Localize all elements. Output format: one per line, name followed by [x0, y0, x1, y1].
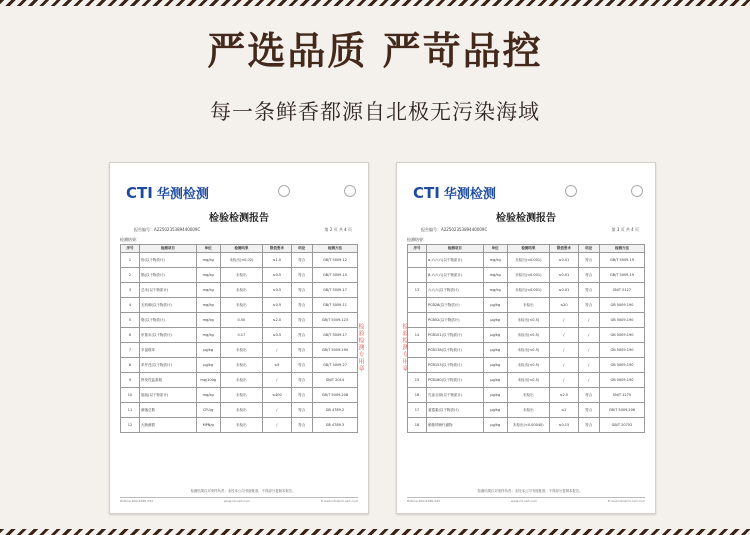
table-cell: GB 5009.190 — [599, 313, 644, 328]
table-cell: 符合 — [578, 418, 599, 433]
table-cell: 未检出 — [220, 388, 263, 403]
table-cell: mg/kg — [483, 283, 507, 298]
table-cell: GB/T 5009.27 — [312, 358, 357, 373]
table-cell: 符合 — [578, 298, 599, 313]
results-table — [120, 244, 358, 433]
brand-logo — [413, 183, 496, 202]
table-cell: GB/T 5009.19 — [599, 253, 644, 268]
table-cell: GB 5009.190 — [599, 343, 644, 358]
report-footer-note: 检测结果仅对来样负责；未经本公司书面批准，不得部分复制本报告。 — [190, 488, 296, 493]
table-row — [121, 268, 358, 283]
table-cell: GB/T 5009.123 — [312, 313, 357, 328]
footer-website: www.cti-cert.com — [223, 499, 250, 503]
table-cell: 7 — [121, 343, 140, 358]
table-cell: ≤0.5 — [263, 268, 291, 283]
table-cell: / — [263, 418, 291, 433]
table-cell: mg/kg — [196, 328, 220, 343]
table-cell — [408, 298, 427, 313]
table-cell: ≤0.01 — [550, 253, 578, 268]
column-header: 序号 — [121, 245, 140, 253]
table-cell: 未检出 — [507, 388, 550, 403]
table-cell: 未检出 — [220, 298, 263, 313]
table-cell: 0.17 — [220, 328, 263, 343]
table-row — [408, 313, 645, 328]
table-cell: / — [578, 328, 599, 343]
table-cell: 未检出 — [220, 283, 263, 298]
table-cell: 未检出 — [220, 358, 263, 373]
table-cell: ≤0.5 — [263, 328, 291, 343]
table-row — [408, 268, 645, 283]
table-cell: 未检出(<0.001) — [507, 268, 550, 283]
table-cell: 15 — [408, 373, 427, 388]
watermark-seal-icon — [565, 185, 577, 197]
table-cell: 9 — [121, 373, 140, 388]
table-cell: 1 — [121, 253, 140, 268]
table-cell: / — [578, 373, 599, 388]
table-cell: 未检出 — [220, 373, 263, 388]
table-cell: 总汞(以干物质计) — [139, 283, 196, 298]
table-row — [408, 283, 645, 298]
column-header: 检测方法 — [599, 245, 644, 253]
table-cell: GB/T 20752 — [599, 418, 644, 433]
table-cell: GB/T 5009.17 — [312, 283, 357, 298]
footer-hotline: Hotline 400-6788-333 — [407, 499, 440, 503]
table-cell: 六六六(以干物质计) — [426, 283, 483, 298]
table-cell: 符合 — [291, 268, 312, 283]
table-cell: μg/kg — [483, 343, 507, 358]
table-cell: 11 — [121, 403, 140, 418]
table-row — [408, 388, 645, 403]
report-meta — [421, 227, 639, 233]
column-header: 检测项目 — [426, 245, 483, 253]
column-header: 检测方法 — [312, 245, 357, 253]
table-cell: 符合 — [291, 418, 312, 433]
table-row — [121, 358, 358, 373]
table-cell: μg/kg — [483, 298, 507, 313]
table-cell: 铬(以干物质计) — [139, 313, 196, 328]
column-header: 限值要求 — [263, 245, 291, 253]
table-cell — [408, 358, 427, 373]
table-cell: μg/kg — [196, 358, 220, 373]
table-cell: 6 — [121, 328, 140, 343]
table-cell — [408, 253, 427, 268]
table-cell: GB/T 5009.15 — [312, 268, 357, 283]
table-cell: 符合 — [578, 283, 599, 298]
table-cell: 符合 — [291, 358, 312, 373]
table-row — [121, 343, 358, 358]
table-cell: 5 — [121, 313, 140, 328]
report-title: 检验检测报告 — [496, 213, 556, 224]
table-cell: / — [550, 343, 578, 358]
table-cell: GB/T 5009.17 — [312, 328, 357, 343]
report-footer-contacts — [407, 497, 645, 503]
table-cell — [408, 343, 427, 358]
report-meta — [134, 227, 352, 233]
report-footer-contacts — [120, 497, 358, 503]
table-row — [408, 328, 645, 343]
table-cell: GB/T 5009.206 — [599, 403, 644, 418]
table-cell: 未检出 — [220, 343, 263, 358]
table-cell: GB/T 5009.190 — [312, 343, 357, 358]
footer-website: www.cti-cert.com — [510, 499, 537, 503]
table-cell: / — [263, 343, 291, 358]
table-cell: ≤0.15 — [550, 418, 578, 433]
table-row — [408, 298, 645, 313]
table-cell: 未检出(<0.5) — [507, 313, 550, 328]
top-decorative-stripe — [0, 0, 750, 6]
table-header-row — [121, 245, 358, 253]
table-cell: mg/kg — [196, 283, 220, 298]
table-cell: 符合 — [291, 253, 312, 268]
table-row — [121, 298, 358, 313]
table-cell: 18 — [408, 418, 427, 433]
table-cell: / — [550, 373, 578, 388]
table-cell: 孔雀石绿(以干物质计) — [426, 388, 483, 403]
table-cell: 菌落总数 — [139, 403, 196, 418]
side-stamp: 检验检测专用章 — [357, 323, 364, 372]
table-cell: 未检出(<0.5) — [507, 328, 550, 343]
table-cell: ≤5 — [263, 358, 291, 373]
report-title: 检验检测报告 — [209, 213, 269, 224]
table-cell: 符合 — [578, 268, 599, 283]
footer-email: E-mail info@cti-cert.com — [321, 499, 358, 503]
table-cell: 符合 — [291, 313, 312, 328]
table-cell: 13 — [408, 283, 427, 298]
table-cell: ≤0.5 — [263, 298, 291, 313]
table-cell: 12 — [121, 418, 140, 433]
table-cell: SN/T 0127 — [599, 283, 644, 298]
footer-hotline: Hotline 400-6788-333 — [120, 499, 153, 503]
watermark-seal-icon — [278, 185, 290, 197]
table-cell: 未检出 — [507, 298, 550, 313]
table-cell: PCB52(以干物质计) — [426, 313, 483, 328]
table-cell: GB/T 5009.12 — [312, 253, 357, 268]
table-cell: 未检出(<0.5) — [507, 373, 550, 388]
table-cell: 大肠菌群 — [139, 418, 196, 433]
table-cell: 16 — [408, 388, 427, 403]
bottom-decorative-stripe — [0, 529, 750, 535]
brand-cn: 华测检测 — [156, 187, 209, 202]
table-cell: 0.50 — [220, 313, 263, 328]
table-row — [121, 418, 358, 433]
table-cell: GB 5009.190 — [599, 373, 644, 388]
column-header: 结论 — [578, 245, 599, 253]
table-cell: μg/kg — [483, 373, 507, 388]
table-cell: 苯并芘(以干物质计) — [139, 358, 196, 373]
column-header: 检测结果 — [507, 245, 550, 253]
table-cell: 符合 — [578, 403, 599, 418]
table-cell: GB/T 5009.11 — [312, 298, 357, 313]
table-cell: 符合 — [291, 373, 312, 388]
column-header: 检测项目 — [139, 245, 196, 253]
column-header: 限值要求 — [550, 245, 578, 253]
table-cell: 未检出 — [220, 403, 263, 418]
table-cell: PCB180(以干物质计) — [426, 373, 483, 388]
table-row — [121, 283, 358, 298]
table-cell: 符合 — [291, 388, 312, 403]
table-cell: / — [578, 343, 599, 358]
table-cell: 符合 — [291, 283, 312, 298]
table-cell: 镉(以干物质计) — [139, 268, 196, 283]
section-label: 检测结果： — [120, 237, 140, 242]
table-cell: 组胺(以干物质计) — [139, 388, 196, 403]
table-cell: / — [578, 358, 599, 373]
table-cell: / — [263, 403, 291, 418]
table-cell: ≤2.5 — [550, 388, 578, 403]
table-cell: 10 — [121, 388, 140, 403]
table-row — [408, 253, 645, 268]
test-report-card-1 — [109, 162, 369, 514]
table-cell: 符合 — [578, 253, 599, 268]
table-cell: μg/kg — [196, 343, 220, 358]
table-cell: SN/T 1275 — [599, 388, 644, 403]
column-header: 序号 — [408, 245, 427, 253]
table-row — [121, 388, 358, 403]
report-page: 第 2 页 共 4 页 — [324, 227, 352, 232]
table-cell: ≤2.0 — [263, 313, 291, 328]
report-page: 第 3 页 共 4 页 — [611, 227, 639, 232]
table-cell: PCB28(以干物质计) — [426, 298, 483, 313]
table-cell: mg/100g — [196, 373, 220, 388]
table-cell: ≤0.01 — [550, 268, 578, 283]
table-cell: SN/T 2014 — [312, 373, 357, 388]
column-header: 单位 — [483, 245, 507, 253]
table-cell: μg/kg — [483, 358, 507, 373]
report-number: 报告编号：A2250235389440009C — [421, 227, 488, 232]
brand-latin: CTI — [126, 183, 153, 202]
table-cell: ≤0.5 — [263, 283, 291, 298]
page-subline: 每一条鲜香都源自北极无污染海域 — [210, 100, 540, 124]
table-row — [408, 343, 645, 358]
table-row — [408, 418, 645, 433]
table-cell: mg/kg — [196, 253, 220, 268]
table-cell: 多氯联苯 — [139, 343, 196, 358]
table-cell: / — [263, 373, 291, 388]
table-cell — [408, 268, 427, 283]
table-cell: 氯霉素(以干物质计) — [426, 403, 483, 418]
table-cell: PCB101(以干物质计) — [426, 328, 483, 343]
table-cell: 8 — [121, 358, 140, 373]
table-cell: 未检出(<0.5) — [507, 343, 550, 358]
brand-latin: CTI — [413, 183, 440, 202]
report-number: 报告编号：A2250235389440009C — [134, 227, 201, 232]
table-cell: 未检出(<0.02) — [220, 253, 263, 268]
table-cell: mg/kg — [196, 298, 220, 313]
table-cell: μg/kg — [483, 313, 507, 328]
table-cell: 未检出(<0.00040) — [507, 418, 550, 433]
table-cell: 符合 — [291, 343, 312, 358]
table-row — [121, 253, 358, 268]
table-cell: / — [578, 313, 599, 328]
watermark-seal-icon — [344, 185, 356, 197]
table-cell: / — [550, 358, 578, 373]
table-cell: GB 5009.190 — [599, 358, 644, 373]
table-cell: 未检出(<0.001) — [507, 253, 550, 268]
table-cell: 未检出(<0.5) — [507, 358, 550, 373]
table-cell: 2 — [121, 268, 140, 283]
table-row — [408, 403, 645, 418]
table-cell: / — [550, 328, 578, 343]
table-cell: 硝基呋喃代谢物 — [426, 418, 483, 433]
table-cell: 未检出 — [507, 403, 550, 418]
table-cell: μg/kg — [483, 388, 507, 403]
table-cell: 14 — [408, 328, 427, 343]
table-cell: GB 4789.3 — [312, 418, 357, 433]
table-row — [408, 373, 645, 388]
table-cell: 未检出(<0.001) — [507, 283, 550, 298]
table-row — [121, 313, 358, 328]
footer-email: E-mail info@cti-cert.com — [608, 499, 645, 503]
table-cell: GB 5009.190 — [599, 298, 644, 313]
table-cell: 符合 — [291, 403, 312, 418]
watermark-seal-icon — [631, 185, 643, 197]
table-cell: ≤1.0 — [263, 253, 291, 268]
table-cell: PCB138(以干物质计) — [426, 343, 483, 358]
table-cell: mg/kg — [196, 388, 220, 403]
table-cell: GB/T 5009.19 — [599, 268, 644, 283]
table-cell: μg/kg — [483, 328, 507, 343]
table-cell: μg/kg — [483, 403, 507, 418]
table-cell: CFU/g — [196, 403, 220, 418]
page-headline: 严选品质 严苛品控 — [207, 29, 543, 73]
section-label: 检测结果： — [407, 237, 427, 242]
table-row — [121, 403, 358, 418]
table-cell: 甲基汞(以干物质计) — [139, 328, 196, 343]
table-cell: PCB153(以干物质计) — [426, 358, 483, 373]
table-cell: β-六六六(以干物质计) — [426, 268, 483, 283]
table-cell: ≤2 — [550, 403, 578, 418]
table-cell: μg/kg — [483, 418, 507, 433]
table-cell: 符合 — [291, 328, 312, 343]
table-cell: ≤400 — [263, 388, 291, 403]
table-cell: 未检出 — [220, 268, 263, 283]
table-cell: 17 — [408, 403, 427, 418]
table-cell: 符合 — [291, 298, 312, 313]
table-cell: ≤0.01 — [550, 283, 578, 298]
table-row — [121, 328, 358, 343]
table-cell: mg/kg — [483, 268, 507, 283]
table-cell: 挥发性盐基氮 — [139, 373, 196, 388]
table-cell: 无机砷(以干物质计) — [139, 298, 196, 313]
table-cell: GB 4789.2 — [312, 403, 357, 418]
table-cell: 未检出 — [220, 418, 263, 433]
column-header: 检测结果 — [220, 245, 263, 253]
report-footer-note: 检测结果仅对来样负责；未经本公司书面批准，不得部分复制本报告。 — [477, 488, 583, 493]
results-table — [407, 244, 645, 433]
results-table-wrap — [120, 237, 358, 433]
table-cell: 铅(以干物质计) — [139, 253, 196, 268]
brand-cn: 华测检测 — [443, 187, 496, 202]
test-report-card-2 — [396, 162, 656, 514]
table-cell: 符合 — [578, 388, 599, 403]
table-cell — [408, 313, 427, 328]
table-cell: α-六六六(以干物质计) — [426, 253, 483, 268]
side-stamp: 检验检测专用章 — [401, 323, 408, 372]
table-cell: mg/kg — [196, 268, 220, 283]
results-table-wrap — [407, 237, 645, 433]
table-cell: GB 5009.190 — [599, 328, 644, 343]
table-cell: ≤20 — [550, 298, 578, 313]
brand-logo — [126, 183, 209, 202]
table-cell: 3 — [121, 283, 140, 298]
table-cell: / — [550, 313, 578, 328]
table-row — [121, 373, 358, 388]
column-header: 结论 — [291, 245, 312, 253]
table-cell: GB/T 5009.208 — [312, 388, 357, 403]
table-cell: mg/kg — [196, 313, 220, 328]
table-cell: MPN/g — [196, 418, 220, 433]
table-header-row — [408, 245, 645, 253]
table-cell: mg/kg — [483, 253, 507, 268]
column-header: 单位 — [196, 245, 220, 253]
table-row — [408, 358, 645, 373]
table-cell: 4 — [121, 298, 140, 313]
